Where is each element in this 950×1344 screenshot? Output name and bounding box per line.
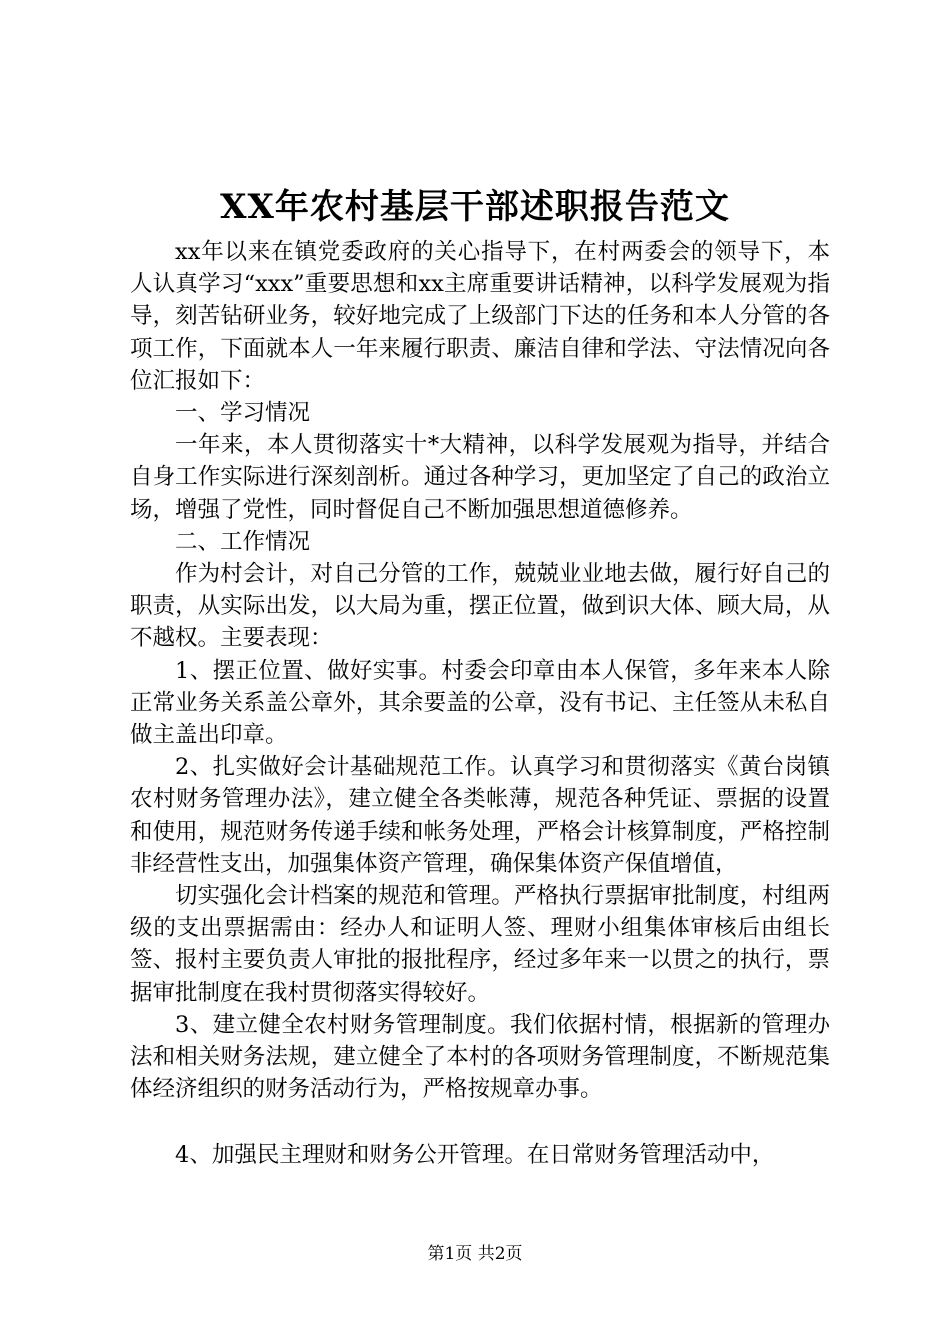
paragraph-item-2: 2、扎实做好会计基础规范工作。认真学习和贯彻落实《黄台岗镇农村财务管理办法》，建立健全各类帐薄，规范各种凭证、票据的设置和使用，规范财务传递手续和帐务处理，严格会计核算制度，严格控制非经营性支出，加强集体资产管理，确保集体资产保值增值，	[130, 754, 830, 877]
paragraph-item-3: 3、建立健全农村财务管理制度。我们依据村情，根据新的管理办法和相关财务法规，建立健全了本村的各项财务管理制度，不断规范集体经济组织的财务活动行为，严格按规章办事。	[130, 1011, 830, 1103]
page-footer: 第1页 共2页	[427, 1244, 523, 1264]
document-body	[130, 236, 830, 1172]
section-heading-work: 二、工作情况	[175, 528, 311, 555]
paragraph-work-intro: 作为村会计，对自己分管的工作，兢兢业业地去做，履行好自己的职责，从实际出发，以大局为重，摆正位置，做到识大体、顾大局，从不越权。主要表现：	[130, 561, 830, 652]
paragraph-item-1: 1、摆正位置、做好实事。村委会印章由本人保管，多年来本人除正常业务关系盖公章外，其余要盖的公章，没有书记、主任签从未私自做主盖出印章。	[130, 657, 830, 749]
paragraph-intro: xx年以来在镇党委政府的关心指导下，在村两委会的领导下，本人认真学习“xxx”重要思想和xx主席重要讲话精神，以科学发展观为指导，刻苦钻研业务，较好地完成了上级部门下达的任务和本人分管的各项工作，下面就本人一年来履行职责、廉洁自律和学法、守法情况向各位汇报如下：	[130, 239, 830, 394]
section-heading-study: 一、学习情况	[175, 400, 311, 427]
document-title: XX年农村基层干部述职报告范文	[220, 187, 730, 227]
paragraph-study: 一年来，本人贯彻落实十*大精神，以科学发展观为指导，并结合自身工作实际进行深刻剖析。通过各种学习，更加坚定了自己的政治立场，增强了党性，同时督促自己不断加强思想道德修养。	[130, 432, 830, 523]
paragraph-archives: 切实强化会计档案的规范和管理。严格执行票据审批制度，村组两级的支出票据需由：经办人和证明人签、理财小组集体审核后由组长签、报村主要负责人审批的报批程序，经过多年来一以贯之的执行，票据审批制度在我村贯彻落实得较好。	[130, 883, 830, 1006]
paragraph-item-4: 4、加强民主理财和财务公开管理。在日常财务管理活动中，	[175, 1142, 775, 1169]
